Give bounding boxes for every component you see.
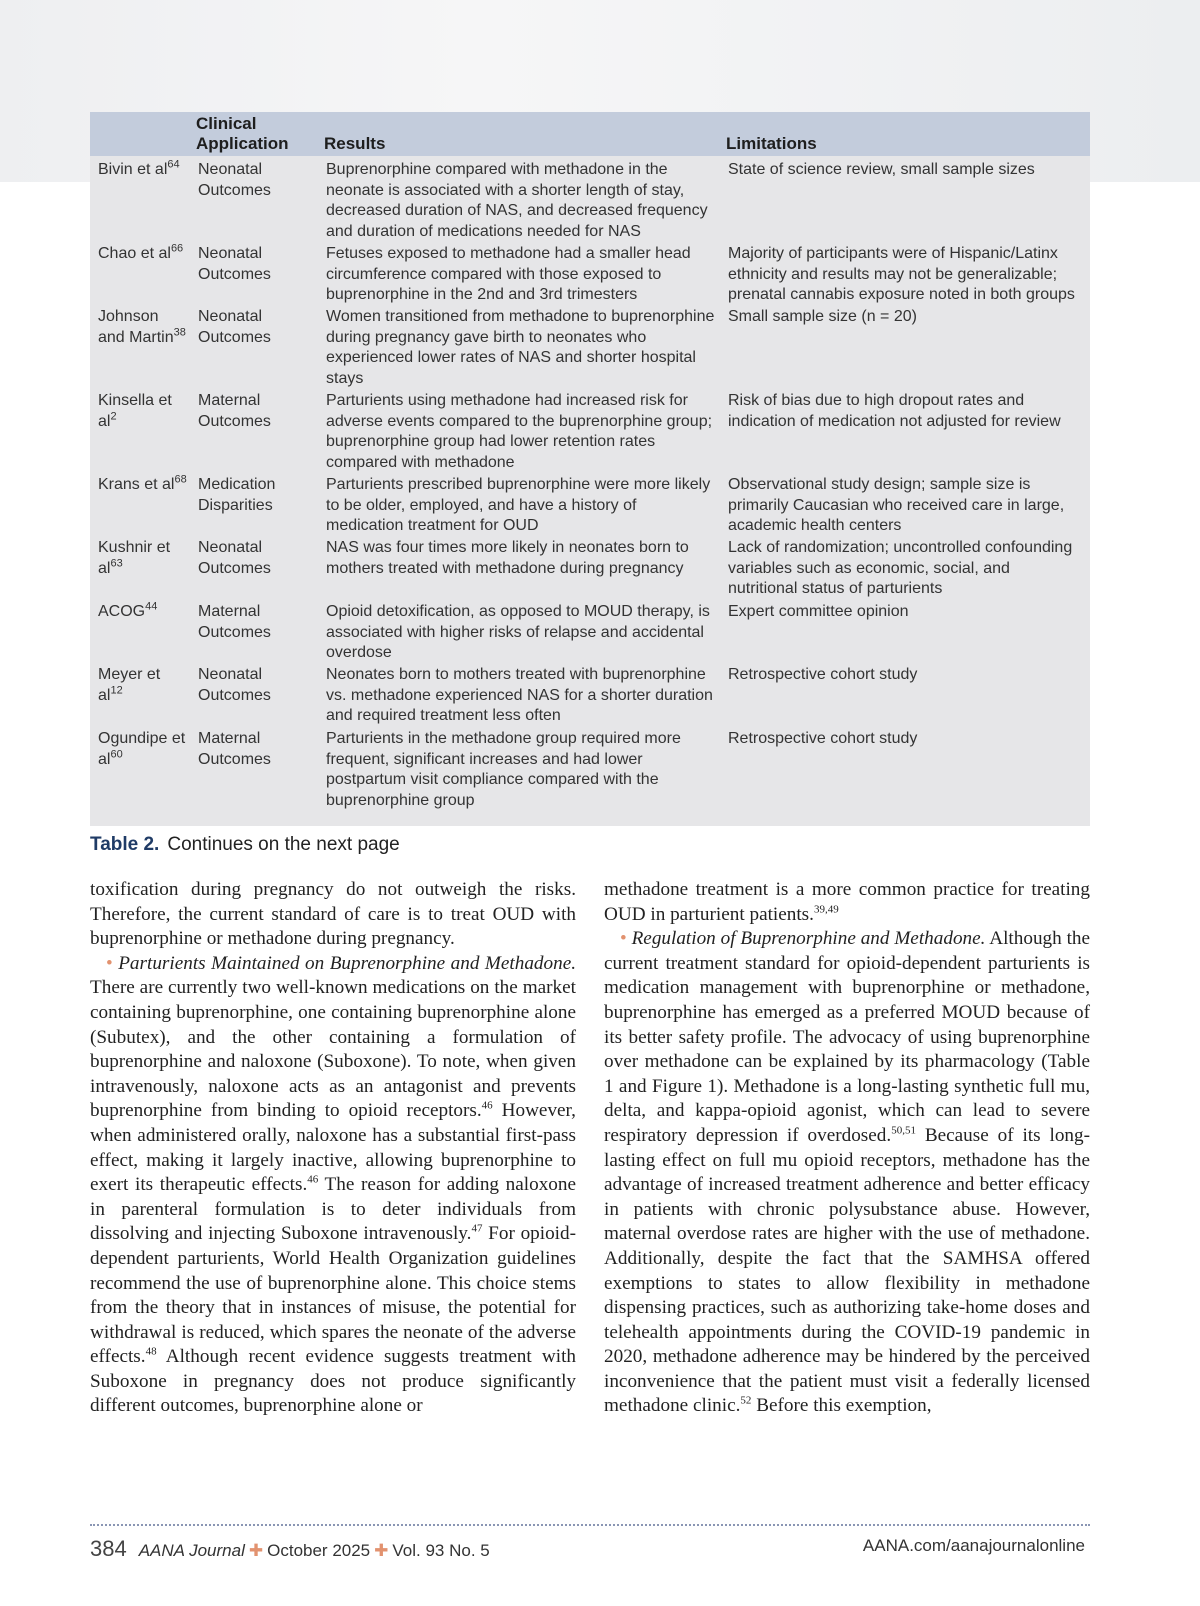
reference-number: 64 bbox=[167, 158, 180, 171]
application-cell: Maternal Outcomes bbox=[198, 392, 271, 430]
header-limitations: Limitations bbox=[726, 134, 817, 153]
text-run: Although recent evidence suggests treatment with Suboxone in pregnancy does not produce significantly different outcomes, buprenorphine alone or bbox=[90, 1346, 576, 1417]
header-clinical-application bbox=[196, 114, 289, 154]
results-cell: Parturients in the methadone group required more frequent, significant increases and had lower postpartum visit compliance compared with the buprenorphine group bbox=[326, 730, 681, 809]
results-cell: Women transitioned from methadone to buprenorphine during pregnancy gave birth to neonates who experienced lower rates of NAS and shorter hospital stays bbox=[326, 308, 715, 387]
caption-label: Table 2. bbox=[90, 834, 160, 855]
footer-divider bbox=[90, 1524, 1090, 1526]
study-name: Chao et al bbox=[98, 245, 171, 262]
text-run: However, when administered orally, naloxone has a substantial first-pass effect, making it largely inactive, allowing buprenorphine to exert its therapeutic effects. bbox=[90, 1100, 576, 1196]
application-cell: Medication Disparities bbox=[198, 476, 276, 514]
section-heading: Regulation of Buprenorphine and Methadone. bbox=[631, 928, 986, 950]
study-cell bbox=[98, 475, 188, 496]
citation: 52 bbox=[740, 1395, 752, 1408]
limitations-cell: Risk of bias due to high dropout rates and indication of medication not adjusted for review bbox=[728, 392, 1061, 430]
study-cell bbox=[98, 602, 188, 623]
reference-number: 60 bbox=[110, 748, 123, 761]
reference-number: 2 bbox=[110, 410, 117, 423]
limitations-cell: Small sample size (n = 20) bbox=[728, 308, 917, 325]
journal-name: AANA Journal bbox=[138, 1541, 245, 1560]
results-cell: Buprenorphine compared with methadone in the neonate is associated with a shorter length of stay, decreased duration of NAS, and decreased frequency and duration of medications needed for NAS bbox=[326, 161, 708, 240]
issue-date: October 2025 bbox=[267, 1541, 371, 1560]
results-cell: Parturients prescribed buprenorphine were more likely to be older, employed, and have a history of medication treatment for OUD bbox=[326, 476, 711, 534]
application-cell: Maternal Outcomes bbox=[198, 603, 271, 641]
text-run: For opioid-dependent parturients, World Health Organization guidelines recommend the use of buprenorphine alone. This choice stems from the theory that in instances of misuse, the potential for withdrawal is reduced, which spares the neonate of the adverse effects. bbox=[90, 1223, 576, 1368]
reference-number: 38 bbox=[173, 326, 186, 339]
study-name: Krans et al bbox=[98, 476, 175, 493]
study-cell bbox=[98, 244, 188, 265]
application-cell: Neonatal Outcomes bbox=[198, 245, 271, 283]
results-cell: Opioid detoxification, as opposed to MOUD therapy, is associated with higher risks of relapse and accidental overdose bbox=[326, 603, 710, 661]
header-col2-line1: Clinical bbox=[196, 114, 257, 133]
application-cell: Neonatal Outcomes bbox=[198, 539, 271, 577]
left-text-column bbox=[90, 878, 576, 1419]
paragraph bbox=[90, 952, 576, 1419]
table-header bbox=[90, 112, 1090, 156]
text-run: Although the current treatment standard for opioid-dependent parturients is medication management with buprenorphine or methadone, buprenorphine has emerged as a preferred MOUD because of its better safety profile. The advocacy of using buprenorphine over methadone can be explained by its pharmacology (Table 1 and Figure 1). Methadone is a long-lasting synthetic full mu, delta, and kappa-opioid agonist, which can lead to severe respiratory depression if overdosed. bbox=[604, 928, 1091, 1146]
footer-left bbox=[90, 1536, 490, 1562]
caption-text: Continues on the next page bbox=[167, 834, 400, 855]
reference-number: 68 bbox=[174, 473, 187, 486]
study-name: Ogundipe et al bbox=[98, 730, 186, 768]
citation: 39,49 bbox=[813, 903, 839, 916]
citation: 48 bbox=[145, 1345, 157, 1358]
limitations-cell: Retrospective cohort study bbox=[728, 666, 918, 683]
results-cell: NAS was four times more likely in neonates born to mothers treated with methadone during pregnancy bbox=[326, 539, 689, 577]
paragraph bbox=[604, 878, 1090, 927]
text-run: The reason for adding naloxone in parenteral formulation is to deter individuals from dissolving and injecting Suboxone intravenously. bbox=[90, 1174, 576, 1245]
limitations-cell: Retrospective cohort study bbox=[728, 730, 918, 747]
study-cell bbox=[98, 307, 188, 348]
study-name: Kinsella et al bbox=[98, 392, 172, 430]
study-cell bbox=[98, 665, 188, 706]
study-name: Bivin et al bbox=[98, 161, 168, 178]
study-name: ACOG bbox=[98, 603, 146, 620]
study-name: Meyer et al bbox=[98, 666, 161, 704]
application-cell: Neonatal Outcomes bbox=[198, 161, 271, 199]
limitations-cell: State of science review, small sample sizes bbox=[728, 161, 1035, 178]
citation: 50,51 bbox=[891, 1124, 916, 1137]
bullet-icon: • bbox=[620, 928, 627, 950]
paragraph bbox=[604, 927, 1090, 1419]
reference-number: 12 bbox=[110, 684, 123, 697]
header-col2-line2: Application bbox=[196, 134, 289, 153]
citation: 47 bbox=[471, 1222, 483, 1235]
limitations-cell: Expert committee opinion bbox=[728, 603, 909, 620]
text-run: Because of its long-lasting effect on full mu opioid receptors, methadone has the advantage of increased treatment adherence and better efficacy in patients with chronic polysubstance abuse. However, maternal overdose rates are higher with the use of methadone. Additionally, despite the fact that the SAMHSA offered exemptions to states to allow flexibility in methadone dispensing practices, such as authorizing take-home doses and telehealth appointments during the COVID-19 pandemic in 2020, methadone adherence may be hindered by the perceived inconvenience that the patient must visit a federally licensed methadone clinic. bbox=[604, 1124, 1090, 1417]
application-cell: Maternal Outcomes bbox=[198, 730, 271, 768]
header-results: Results bbox=[324, 134, 386, 153]
volume-issue: Vol. 93 No. 5 bbox=[392, 1541, 490, 1560]
text-run: methadone treatment is a more common practice for treating OUD in parturient patients. bbox=[604, 879, 1090, 925]
reference-number: 44 bbox=[145, 600, 158, 613]
results-cell: Parturients using methadone had increased risk for adverse events compared to the buprenorphine group; buprenorphine group had lower retention rates compared with methadone bbox=[326, 392, 713, 471]
study-name: Johnson and Martin bbox=[98, 308, 174, 346]
study-cell bbox=[98, 538, 188, 579]
separator-icon: ✚ bbox=[374, 1541, 389, 1560]
citation: 46 bbox=[307, 1173, 319, 1186]
paragraph: toxification during pregnancy do not outweigh the risks. Therefore, the current standard of care is to treat OUD with buprenorphine or methadone during pregnancy. bbox=[90, 879, 576, 950]
page-number: 384 bbox=[90, 1536, 127, 1561]
citation: 46 bbox=[481, 1099, 493, 1112]
application-cell: Neonatal Outcomes bbox=[198, 308, 271, 346]
study-cell bbox=[98, 160, 188, 181]
right-text-column bbox=[604, 878, 1090, 1419]
table-caption bbox=[90, 834, 400, 856]
footer-url[interactable]: AANA.com/aanajournalonline bbox=[862, 1536, 1085, 1555]
text-run: There are currently two well-known medications on the market containing buprenorphine, one containing buprenorphine alone (Subutex), and the other containing a formulation of buprenorphine and naloxone (Suboxone). To note, when given intravenously, naloxone acts as an antagonist and prevents buprenorphine from binding to opioid receptors. bbox=[90, 977, 576, 1122]
reference-number: 63 bbox=[110, 557, 123, 570]
results-cell: Fetuses exposed to methadone had a smaller head circumference compared with those exposed to buprenorphine in the 2nd and 3rd trimesters bbox=[326, 245, 691, 303]
results-cell: Neonates born to mothers treated with buprenorphine vs. methadone experienced NAS for a shorter duration and required treatment less often bbox=[326, 666, 713, 724]
text-run: Before this exemption, bbox=[751, 1395, 932, 1417]
study-name: Kushnir et al bbox=[98, 539, 171, 577]
limitations-cell: Observational study design; sample size is primarily Caucasian who received care in large, academic health centers bbox=[728, 476, 1065, 534]
study-cell bbox=[98, 729, 188, 770]
separator-icon: ✚ bbox=[248, 1541, 264, 1560]
reference-number: 66 bbox=[170, 242, 184, 255]
application-cell: Neonatal Outcomes bbox=[198, 666, 271, 704]
limitations-cell: Majority of participants were of Hispanic/Latinx ethnicity and results may not be generalizable; prenatal cannabis exposure noted in both groups bbox=[728, 245, 1075, 303]
study-cell bbox=[98, 391, 188, 432]
limitations-cell: Lack of randomization; uncontrolled confounding variables such as economic, social, and nutritional status of parturients bbox=[728, 539, 1073, 597]
section-heading: Parturients Maintained on Buprenorphine and Methadone. bbox=[118, 952, 577, 974]
bullet-icon: • bbox=[106, 952, 113, 974]
table-2 bbox=[90, 112, 1090, 826]
